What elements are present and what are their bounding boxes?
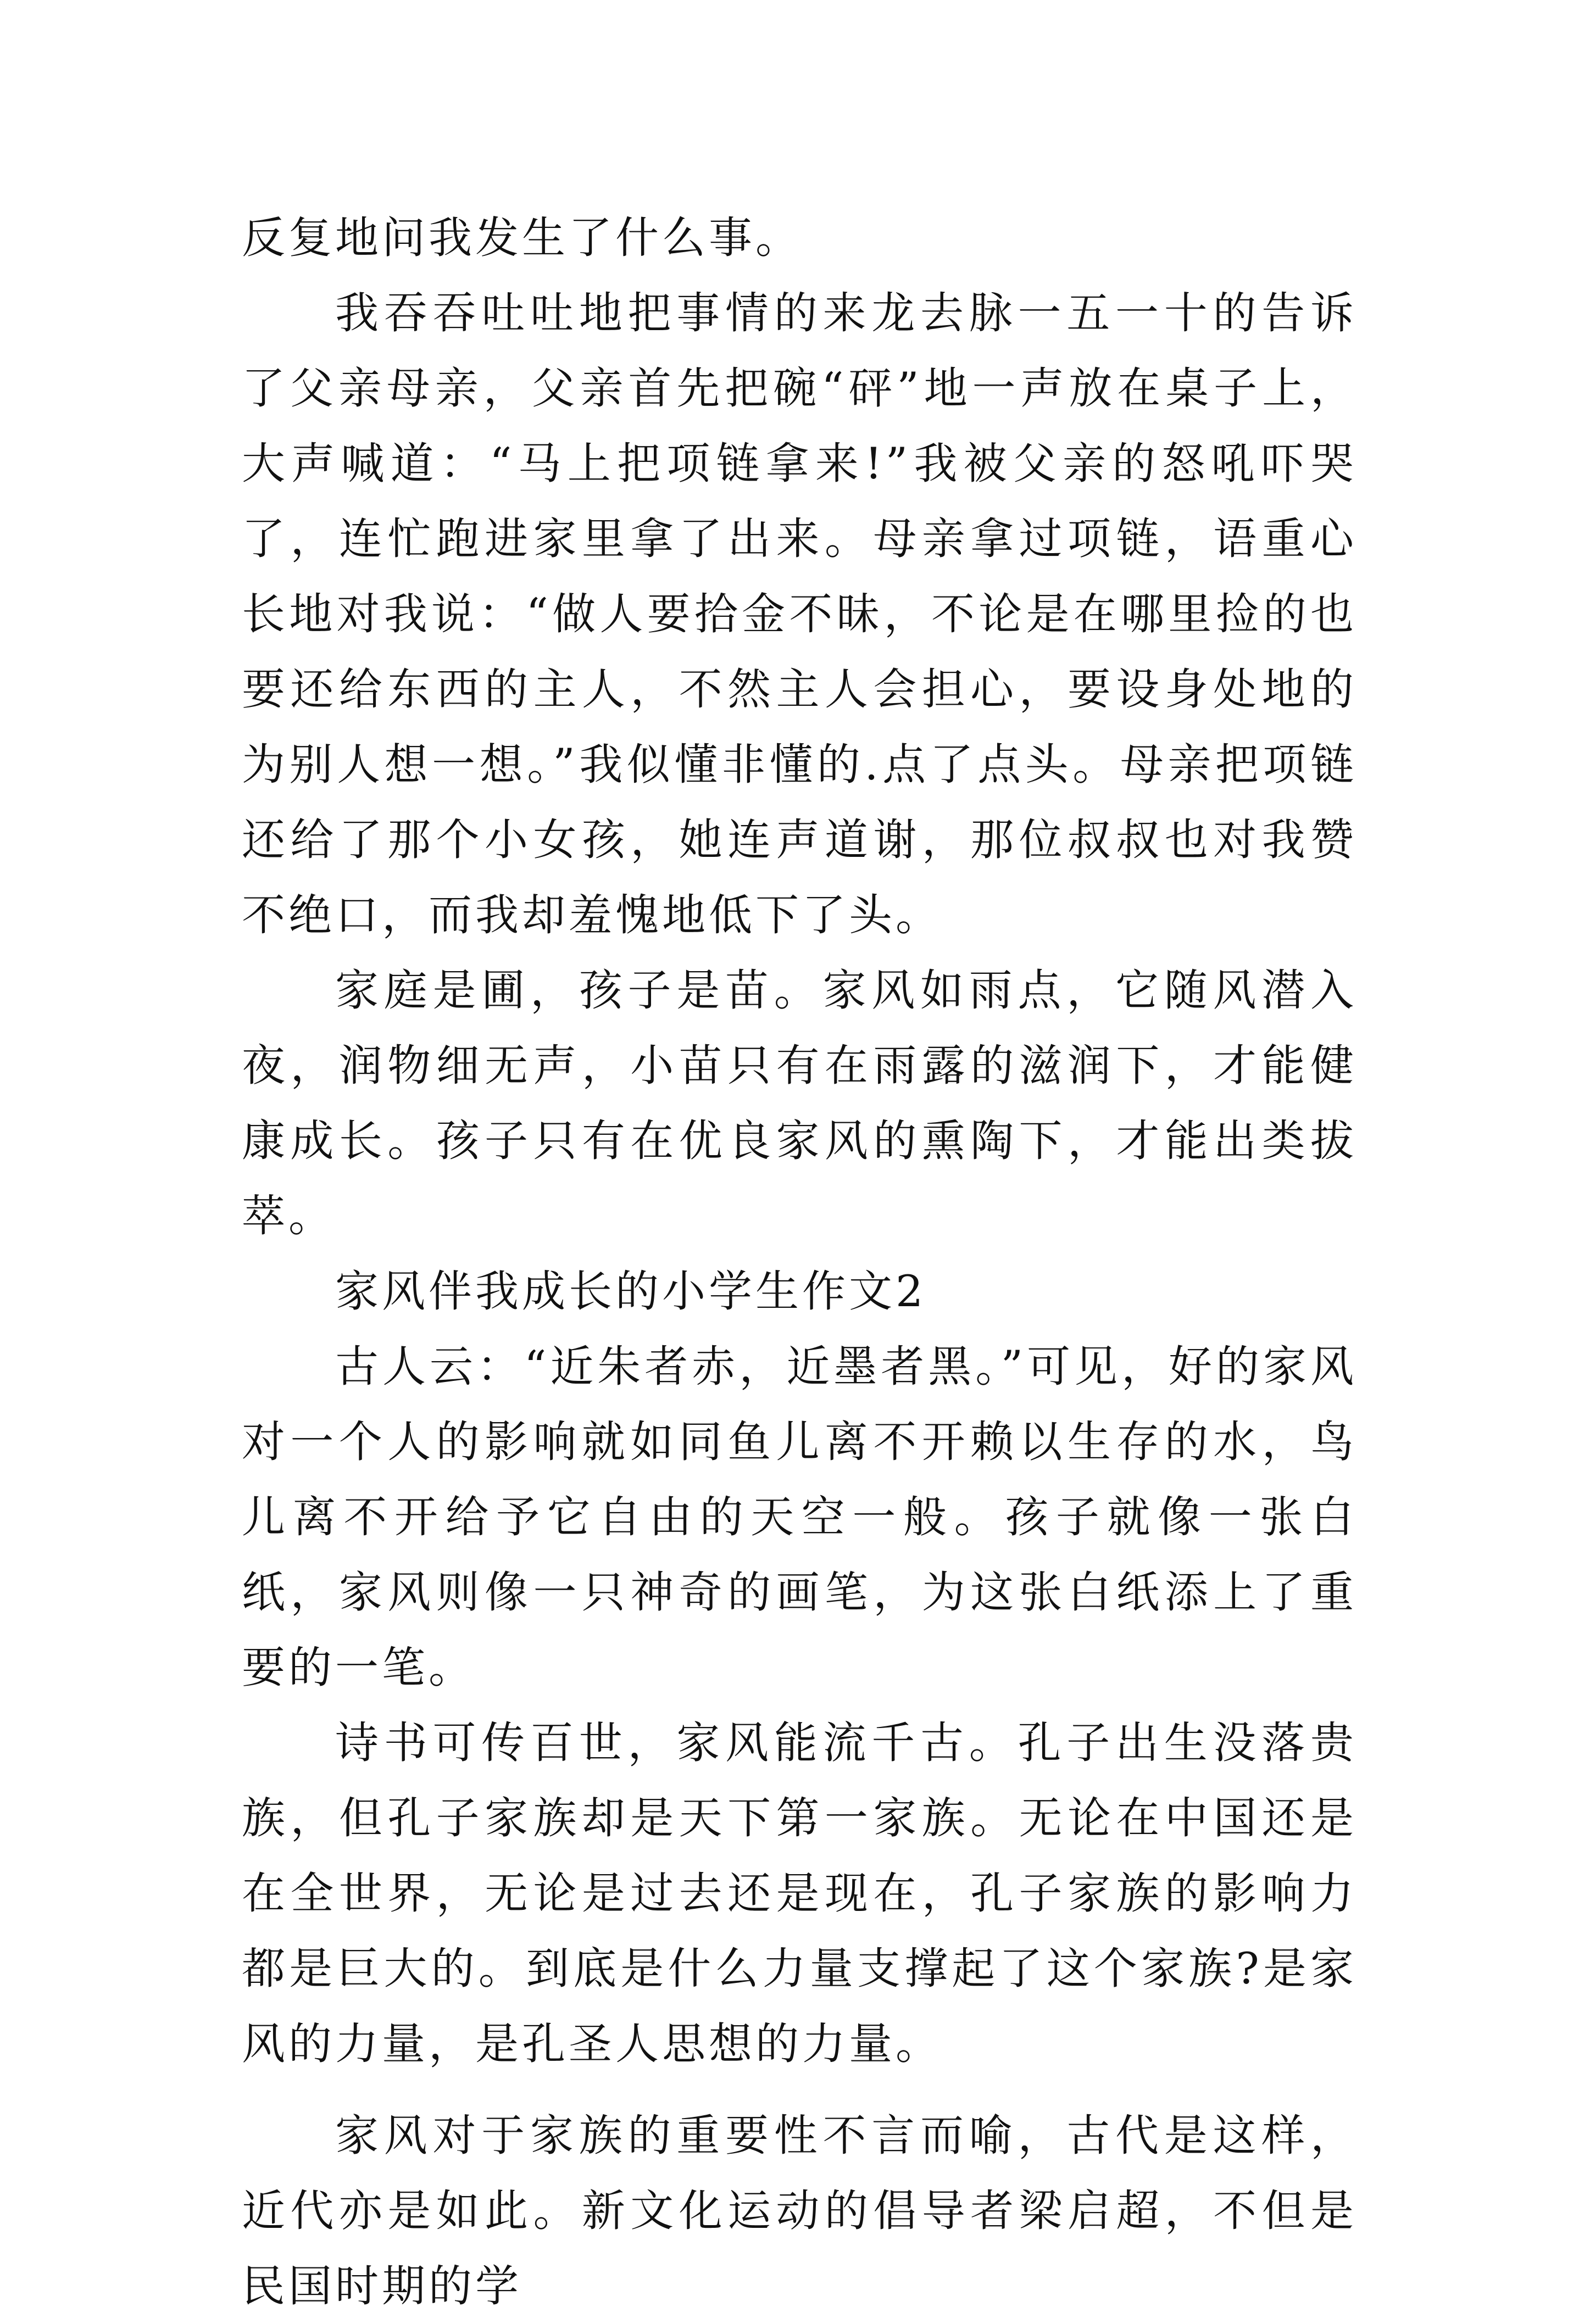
- paragraph: 家风对于家族的重要性不言而喻，古代是这样，近代亦是如此。新文化运动的倡导者梁启超，不但是民国时期的学: [242, 2110, 1357, 2311]
- paragraph: 古人云：“近朱者赤，近墨者黑。”可见，好的家风对一个人的影响就如同鱼儿离不开赖以生存的水，鸟儿离不开给予它自由的天空一般。孩子就像一张白纸，家风则像一只神奇的画笔，为这张白纸添上了重要的一笔。: [242, 1341, 1357, 1693]
- paragraph: 家庭是圃，孩子是苗。家风如雨点，它随风潜入夜，润物细无声，小苗只有在雨露的滋润下，才能健康成长。孩子只有在优良家风的熏陶下，才能出类拔萃。: [242, 965, 1357, 1241]
- paragraph: 我吞吞吐吐地把事情的来龙去脉一五一十的告诉了父亲母亲，父亲首先把碗“砰”地一声放在桌子上，大声喊道：“马上把项链拿来!”我被父亲的怒吼吓哭了，连忙跑进家里拿了出来。母亲拿过项链，语重心长地对我说：“做人要拾金不昧，不论是在哪里捡的也要还给东西的主人，不然主人会担心，要设身处地的为别人想一想。”我似懂非懂的.点了点头。母亲把项链还给了那个小女孩，她连声道谢，那位叔叔也对我赞不绝口，而我却羞愧地低下了头。: [242, 288, 1357, 940]
- essay-title: 家风伴我成长的小学生作文2: [335, 1266, 927, 1317]
- paragraph-continuation: 反复地问我发生了什么事。: [242, 213, 802, 263]
- paragraph: 诗书可传百世，家风能流千古。孔子出生没落贵族，但孔子家族却是天下第一家族。无论在中国还是在全世界，无论是过去还是现在，孔子家族的影响力都是巨大的。到底是什么力量支撑起了这个家族?是家风的力量，是孔圣人思想的力量。: [242, 1718, 1357, 2069]
- essay-body: [242, 200, 1357, 2324]
